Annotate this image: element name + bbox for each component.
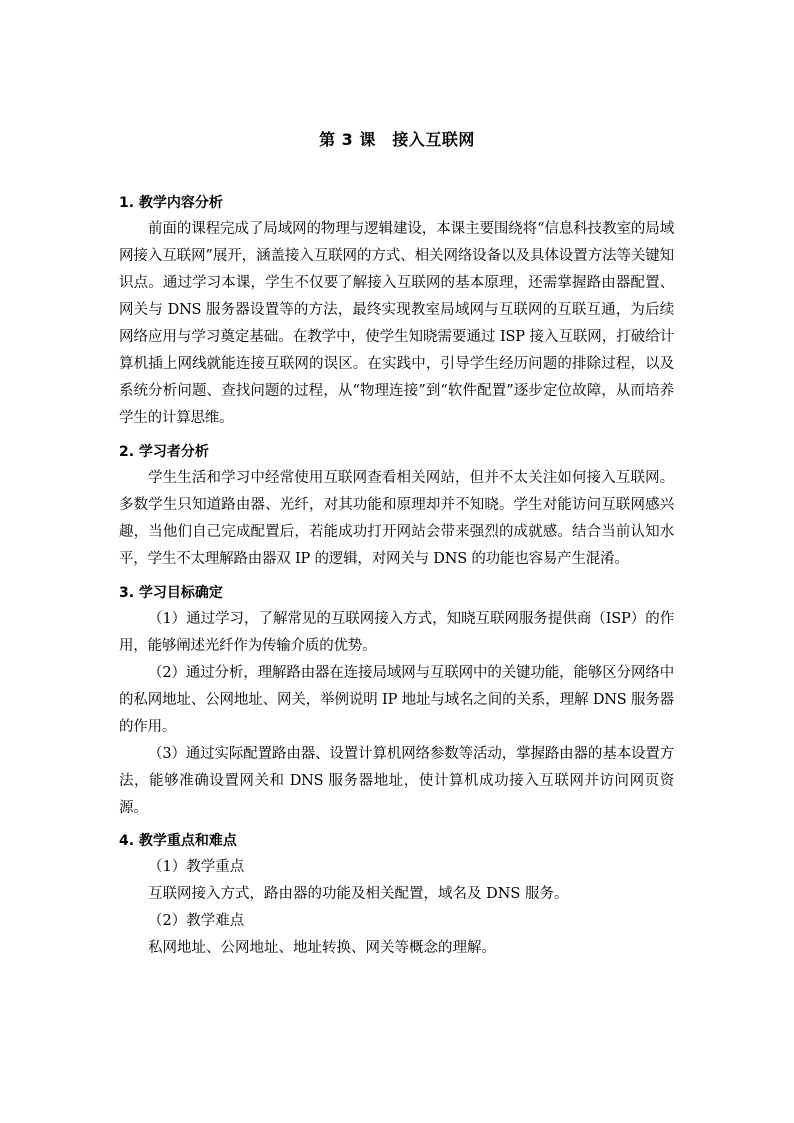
section-heading-content-analysis: 1. 教学内容分析	[119, 195, 223, 211]
section-paragraph-learner-analysis: 学生生活和学习中经常使用互联网查看相关网站，但并不太关注如何接入互联网。多数学生只知道路由器、光纤，对其功能和原理却并不知晓。学生对能访问互联网感兴趣，当他们自己完成配置后，若能成功打开网站会带来强烈的成就感。结合当前认知水平，学生不太理解路由器双 IP 的逻辑，对网关与 DNS 的功能也容易产生混淆。	[119, 470, 674, 567]
section-heading-learning-goals: 3. 学习目标确定	[119, 585, 223, 601]
goal-item-2: （2）通过分析，理解路由器在连接局域网与互联网中的关键功能，能够区分网络中的私网地址、公网地址、网关，举例说明 IP 地址与域名之间的关系，理解 DNS 服务器的作用。	[119, 665, 674, 735]
key-points-label: （1）教学重点	[148, 859, 245, 875]
section-heading-key-points: 4. 教学重点和难点	[119, 833, 237, 849]
goal-item-3: （3）通过实际配置路由器、设置计算机网络参数等活动，掌握路由器的基本设置方法，能够准确设置网关和 DNS 服务器地址，使计算机成功接入互联网并访问网页资源。	[119, 746, 674, 816]
goal-item-1: （1）通过学习，了解常见的互联网接入方式，知晓互联网服务提供商（ISP）的作用，能够阐述光纤作为传输介质的优势。	[119, 611, 674, 654]
section-paragraph-content-analysis: 前面的课程完成了局域网的物理与逻辑建设，本课主要围绕将“信息科技教室的局域网接入互联网”展开，涵盖接入互联网的方式、相关网络设备以及具体设置方法等关键知识点。通过学习本课，学生不仅要了解接入互联网的基本原理，还需掌握路由器配置、网关与 DNS 服务器设置等的方法，最终实现教室局域网与互联网的互联互通，为后续网络应用与学习奠定基础。在教学中，使学生知晓需要通过 ISP 接入互联网，打破给计算机插上网线就能连接互联网的误区。在实践中，引导学生经历问题的排除过程，以及系统分析问题、查找问题的过程，从“物理连接”到“软件配置”逐步定位故障，从而培养学生的计算思维。	[119, 221, 674, 426]
difficult-points-text: 私网地址、公网地址、地址转换、网关等概念的理解。	[148, 940, 496, 956]
difficult-points-label: （2）教学难点	[148, 913, 245, 929]
key-points-text: 互联网接入方式，路由器的功能及相关配置，域名及 DNS 服务。	[148, 886, 569, 902]
section-heading-learner-analysis: 2. 学习者分析	[119, 444, 209, 460]
page-title: 第 3 课 接入互联网	[319, 130, 475, 149]
document-body	[119, 190, 674, 962]
